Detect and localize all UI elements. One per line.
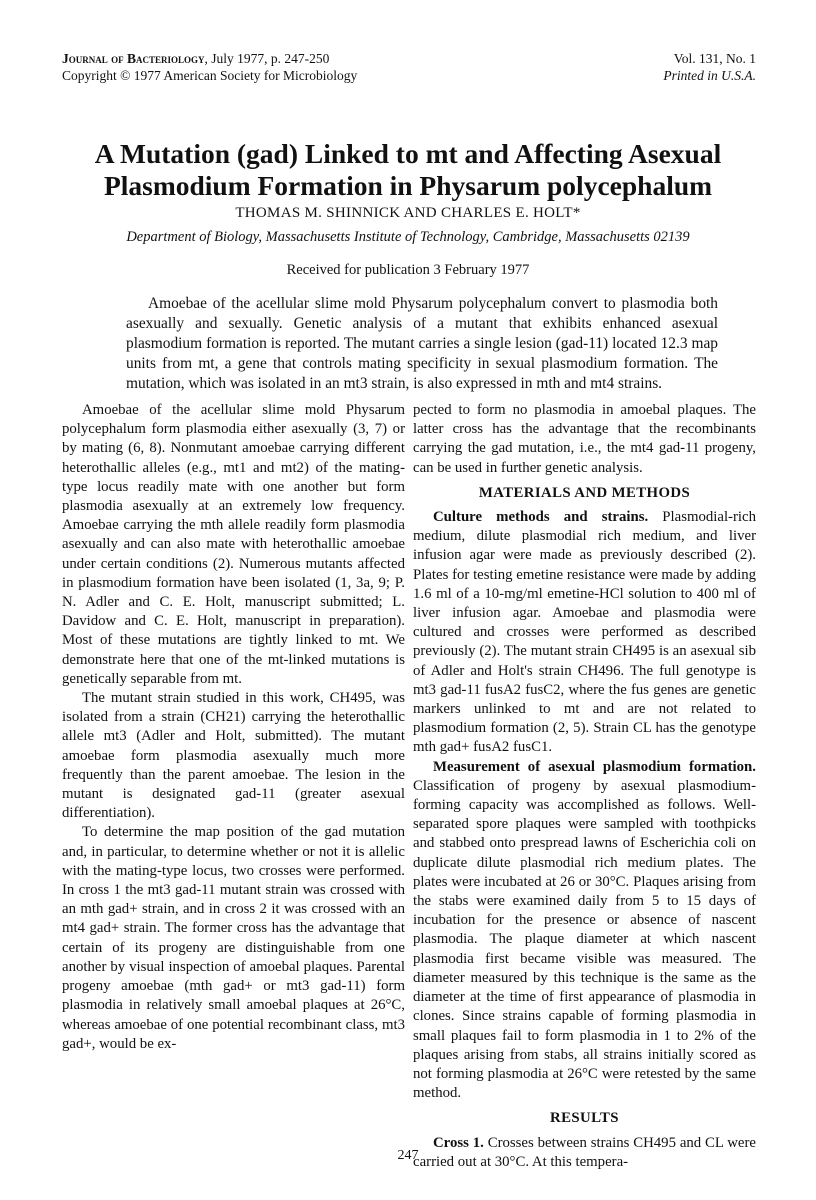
issue-date: , July 1977, p. 247-250: [204, 51, 330, 66]
affiliation: Department of Biology, Massachusetts Institute of Technology, Cambridge, Massachusetts 02139: [126, 229, 690, 245]
printed-in: Printed in U.S.A.: [663, 68, 756, 83]
running-header-left: [62, 50, 357, 84]
intro-paragraph-3: To determine the map position of the gad mutation and, in particular, to determine whether or not it is allelic with the mating-type locus, two crosses were performed. In cross 1 the mt3 gad-11 mutant strain was crossed with an mth gad+ strain, and in cross 2 it was crossed with an mt4 gad+ strain. The former cross has the advantage that certain of its progeny are distinguishable from one another by visual inspection of amoebal plaques. Parental progeny amoebae (mth gad+ or mt3 gad-11) form plasmodia in relatively small amoebal plaques at 26°C, whereas amoebae of one potential recombinant class, mt3 gad+, would be ex-: [62, 824, 405, 1052]
culture-methods-text: Plasmodial-rich medium, dilute plasmodial rich medium, and liver infusion agar were made as previously described (2). Plates for testing emetine resistance were made by adding 1.6 ml of a 10-mg/ml emetine-HCl solution to 400 ml of liver infusion agar. Amoebae and plasmodia were cultured and crosses were performed as described previously (2). The mutant strain CH495 is an asexual sib of Adler and Holt's strain CH496. The full genotype is mt3 gad-11 fusA2 fusC2, where the fus genes are genetic markers unlinked to mt and are not related to plasmodium formation (2, 5). Strain CL has the genotype mth gad+ fusA2 fusC1.: [413, 509, 756, 756]
volume-number: Vol. 131, No. 1: [673, 51, 756, 66]
intro-paragraph-1: Amoebae of the acellular slime mold Physarum polycephalum form plasmodia either asexually (3, 7) or by mating (6, 8). Nonmutant amoebae carrying different heterothallic alleles (e.g., mt1 and mt2) of the mating-type locus readily mate with one another but form plasmodia asexually at an extremely low frequency. Amoebae carrying the mth allele readily form plasmodia asexually and can also mate with heterothallic amoebae under certain conditions (2). Numerous mutants affected in plasmodium formation have been isolated (1, 3a, 9; P. N. Adler and C. E. Holt, manuscript submitted; L. Davidow and C. E. Holt, manuscript in preparation). Most of these mutations are tightly linked to mt. We demonstrate here that one of the mt-linked mutations is genetically separable from mt.: [62, 402, 405, 687]
title-line-2: Plasmodium Formation in Physarum polycephalum: [103, 170, 713, 201]
culture-methods-heading: Culture methods and strains.: [433, 509, 649, 526]
section-heading-results: RESULTS: [550, 1110, 619, 1127]
running-header-right: [663, 50, 756, 84]
received-date: Received for publication 3 February 1977: [286, 262, 530, 278]
intro-paragraph-continued: pected to form no plasmodia in amoebal plaques. The latter cross has the advantage that the recombinants carrying the gad mutation, i.e., the mt4 gad-11 progeny, can be used in further genetic analysis.: [413, 402, 756, 476]
article-title: [40, 138, 776, 202]
copyright-line: Copyright © 1977 American Society for Microbiology: [62, 68, 358, 83]
left-column: [62, 401, 405, 1054]
cross1-heading: Cross 1.: [433, 1134, 484, 1151]
measurement-paragraph: [413, 758, 756, 1104]
culture-methods-paragraph: [413, 508, 756, 758]
right-column: [413, 401, 756, 1172]
measurement-heading: Measurement of asexual plasmodium formation.: [433, 758, 756, 775]
abstract: Amoebae of the acellular slime mold Physarum polycephalum convert to plasmodia both asexually and sexually. Genetic analysis of a mutant that exhibits enhanced asexual plasmodium formation is reported. The mutant carries a single lesion (gad-11) located 12.3 map units from mt, a gene that controls mating specificity in sexual plasmodium formation. The mutation, which was isolated in an mt3 strain, is also expressed in mth and mt4 strains.: [126, 295, 718, 392]
page-number: 247: [397, 1148, 419, 1163]
cross1-text: Crosses between strains CH495 and CL were carried out at 30°C. At this tempera-: [413, 1134, 756, 1170]
title-line-1: A Mutation (gad) Linked to mt and Affecting Asexual: [94, 138, 722, 169]
author-list: THOMAS M. SHINNICK AND CHARLES E. HOLT*: [235, 205, 581, 221]
journal-name: Journal of Bacteriology: [62, 51, 205, 66]
measurement-text: Classification of progeny by asexual plasmodium-forming capacity was accomplished as follows. Well-separated spore plaques were sampled with toothpicks and stabbed onto prespread lawns of Escherichia coli on duplicate dilute plasmodial rich medium plates. The plates were incubated at 26 or 30°C. Plaques arising from the stabs were examined daily from 5 to 15 days of incubation for the presence or absence of nascent plasmodia. The plaque diameter at which nascent plasmodia first became visible was measured. The diameter measured by this technique is the same as the diameter at the time of first appearance of plasmodia in clones. Since strains capable of forming plasmodia in small plaques fail to form plasmodia in 1 to 2% of the plaques arising from stabs, all strains initially scored as not forming plasmodia at 26°C were retested by the same method.: [413, 777, 756, 1102]
intro-paragraph-2: The mutant strain studied in this work, CH495, was isolated from a strain (CH21) carrying the heterothallic allele mt3 (Adler and Holt, submitted). The mutant amoebae form plasmodia asexually much more frequently than the parent amoebae. The lesion in the mutant is designated gad-11 (greater asexual differentiation).: [62, 690, 405, 822]
section-heading-methods: MATERIALS AND METHODS: [478, 484, 691, 501]
